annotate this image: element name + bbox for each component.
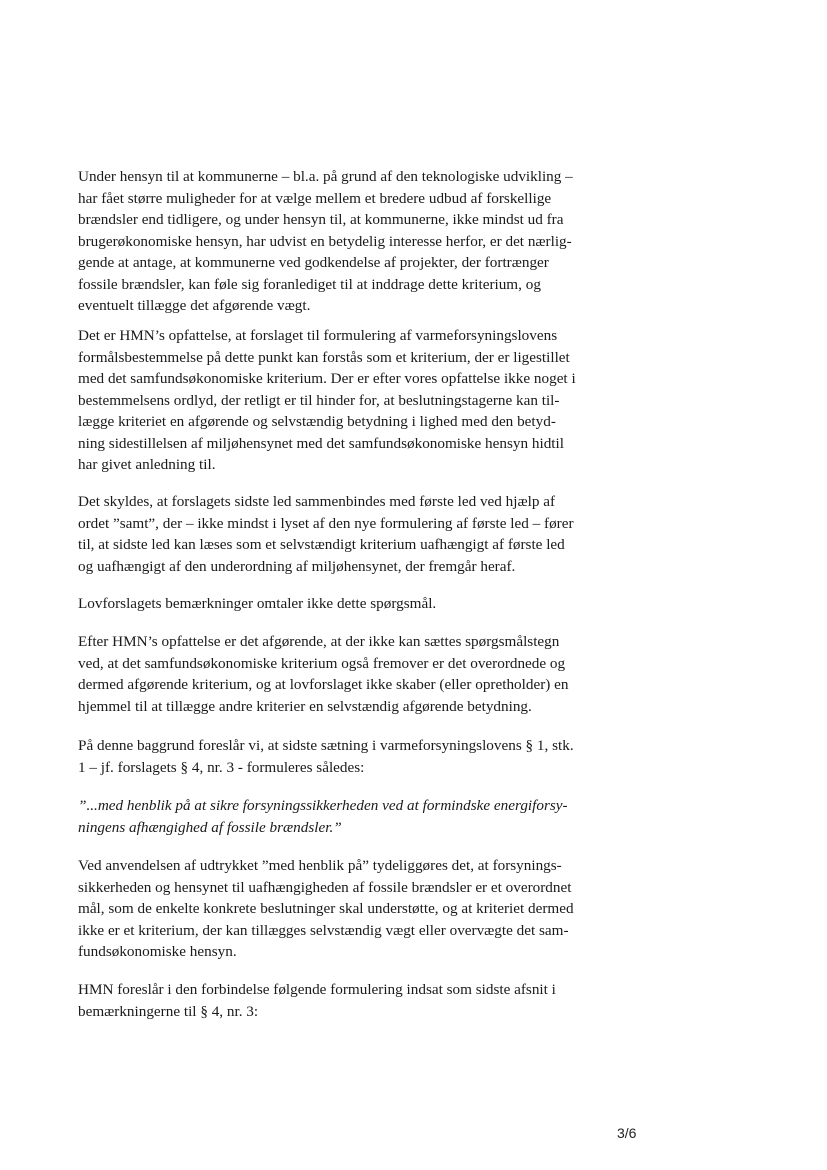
text-line: ordet ”samt”, der – ikke mindst i lyset af den nye formulering af første led – fører [78,514,574,532]
text-line: Lovforslagets bemærkninger omtaler ikke dette spørgsmål. [78,595,437,612]
page-number: 3/6 [617,1125,637,1141]
text-line: brugerøkonomiske hensyn, har udvist en betydelig interesse herfor, er det nærlig- [78,232,572,250]
paragraph [78,593,598,615]
paragraph [78,979,598,1022]
paragraph [78,325,598,476]
paragraph [78,491,598,577]
text-line: brændsler end tidligere, og under hensyn til, at kommunerne, ikke mindst ud fra [78,211,564,228]
text-line: På denne baggrund foreslår vi, at sidste sætning i varmeforsyningslovens § 1, stk. [78,737,574,754]
paragraph [78,631,598,717]
text-line: ning sidestillelsen af miljøhensynet med det samfundsøkonomiske hensyn hidtil [78,434,564,452]
text-line: og uafhængigt af den underordning af miljøhensynet, der fremgår heraf. [78,557,516,575]
text-line: ikke er et kriterium, der kan tillægges selvstændig vægt eller overvægte det sam- [78,921,569,939]
paragraph [78,735,598,778]
text-line: fossile brændsler, kan føle sig foranlediget til at inddrage dette kriterium, og [78,275,541,293]
text-line: HMN foreslår i den forbindelse følgende formulering indsat som sidste afsnit i [78,981,556,998]
text-line: ningens afhængighed af fossile brændsler.” [78,818,342,836]
text-line: hjemmel til at tillægge andre kriterier en selvstændig afgørende betydning. [78,697,532,715]
text-line: Ved anvendelsen af udtrykket ”med henblik på” tydeliggøres det, at forsynings- [78,857,562,874]
text-line: ”...med henblik på at sikre forsyningssikkerheden ved at formindske energiforsy- [78,797,568,814]
paragraph [78,166,598,317]
text-line: bemærkningerne til § 4, nr. 3: [78,1002,259,1020]
text-line: Det er HMN’s opfattelse, at forslaget til formulering af varmeforsyningslovens [78,327,558,344]
text-line: bestemmelsens ordlyd, der retligt er til hinder for, at beslutningstagerne kan til- [78,391,560,409]
quoted-formulation [78,795,598,838]
text-line: sikkerheden og hensynet til uafhængigheden af fossile brændsler er et overordnet [78,878,572,896]
text-line: formålsbestemmelse på dette punkt kan forstås som et kriterium, der er ligestillet [78,348,570,366]
text-line: eventuelt tillægge det afgørende vægt. [78,297,311,314]
text-line: med det samfundsøkonomiske kriterium. Der er efter vores opfattelse ikke noget i [78,370,576,387]
text-line: Under hensyn til at kommunerne – bl.a. på grund af den teknologiske udvikling – [78,168,573,185]
text-line: gende at antage, at kommunerne ved godkendelse af projekter, der fortrænger [78,254,549,271]
text-line: dermed afgørende kriterium, og at lovforslaget ikke skaber (eller opretholder) en [78,676,569,693]
text-line: har givet anledning til. [78,456,216,473]
text-line: fundsøkonomiske hensyn. [78,943,237,960]
text-line: ved, at det samfundsøkonomiske kriterium også fremover er det overordnede og [78,654,566,672]
text-line: har fået større muligheder for at vælge mellem et bredere udbud af forskellige [78,189,552,207]
text-line: Det skyldes, at forslagets sidste led sammenbindes med første led ved hjælp af [78,493,556,510]
paragraph [78,855,598,963]
text-line: 1 – jf. forslagets § 4, nr. 3 - formuleres således: [78,758,365,776]
text-line: til, at sidste led kan læses som et selvstændigt kriterium uafhængigt af første led [78,536,565,553]
text-line: mål, som de enkelte konkrete beslutninger skal understøtte, og at kriteriet dermed [78,900,574,917]
text-line: lægge kriteriet en afgørende og selvstændig betydning i lighed med den betyd- [78,413,556,430]
text-line: Efter HMN’s opfattelse er det afgørende, at der ikke kan sættes spørgsmålstegn [78,633,560,650]
